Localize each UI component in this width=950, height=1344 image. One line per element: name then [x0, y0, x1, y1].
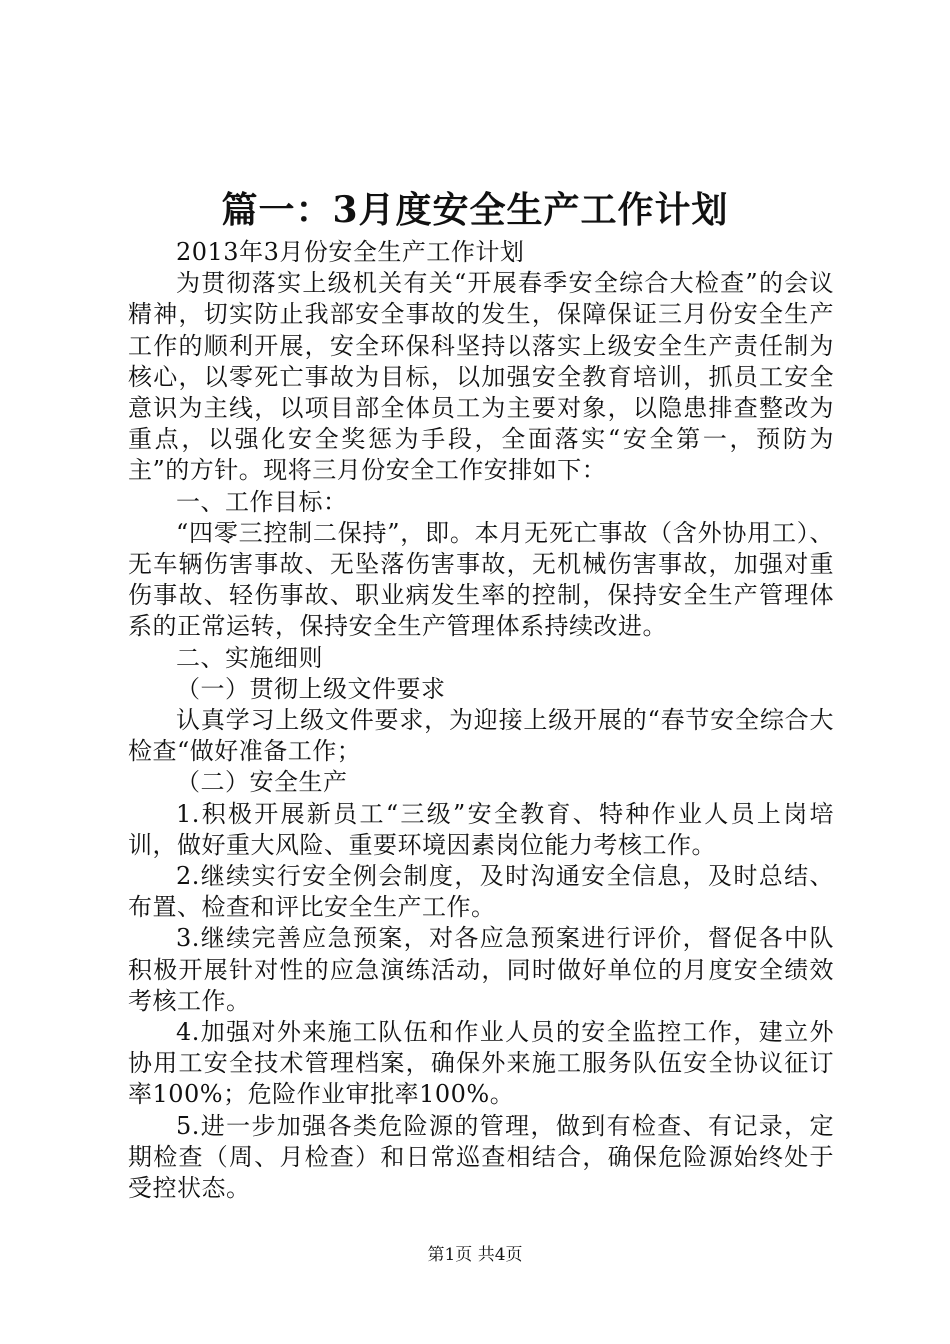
page-footer: 第1页 共4页 [427, 1245, 523, 1265]
list-item: 4.加强对外来施工队伍和作业人员的安全监控工作，建立外协用工安全技术管理档案，确保外来施工服务队伍安全协议征订率100%；危险作业审批率100%。 [128, 1018, 834, 1109]
list-item: 2.继续实行安全例会制度，及时沟通安全信息，及时总结、布置、检查和评比安全生产工作。 [128, 862, 834, 922]
section-heading-goals: 一、工作目标： [176, 487, 348, 516]
list-item: 3.继续完善应急预案，对各应急预案进行评价，督促各中队积极开展针对性的应急演练活动，同时做好单位的月度安全绩效考核工作。 [128, 924, 834, 1015]
document-title: 篇一：3月度安全生产工作计划 [221, 189, 729, 231]
list-item: 1.积极开展新员工“三级”安全教育、特种作业人员上岗培训，做好重大风险、重要环境因素岗位能力考核工作。 [128, 799, 834, 859]
subsection-heading-1: （一）贯彻上级文件要求 [176, 674, 446, 703]
paragraph-subsection-1: 认真学习上级文件要求，为迎接上级开展的“春节安全综合大检查“做好准备工作； [128, 706, 834, 766]
paragraph-plan-heading: 2013年3月份安全生产工作计划 [176, 238, 525, 266]
paragraph-goals: “四零三控制二保持”，即。本月无死亡事故（含外协用工）、无车辆伤害事故、无坠落伤害事故，无机械伤害事故，加强对重伤事故、轻伤事故、职业病发生率的控制，保持安全生产管理体系的正常运转，保持安全生产管理体系持续改进。 [128, 518, 834, 641]
list-item: 5.进一步加强各类危险源的管理，做到有检查、有记录，定期检查（周、月检查）和日常巡查相结合，确保危险源始终处于受控状态。 [128, 1111, 834, 1203]
paragraph-intro: 为贯彻落实上级机关有关“开展春季安全综合大检查”的会议精神，切实防止我部安全事故的发生，保障保证三月份安全生产工作的顺利开展，安全环保科坚持以落实上级安全生产责任制为核心，以零死亡事故为目标，以加强安全教育培训，抓员工安全意识为主线，以项目部全体员工为主要对象，以隐患排查整改为重点，以强化安全奖惩为手段，全面落实“安全第一，预防为主”的方针。现将三月份安全工作安排如下： [128, 269, 834, 485]
document-body [128, 237, 834, 1204]
section-heading-details: 二、实施细则 [176, 643, 323, 672]
subsection-heading-2: （二）安全生产 [176, 768, 348, 797]
